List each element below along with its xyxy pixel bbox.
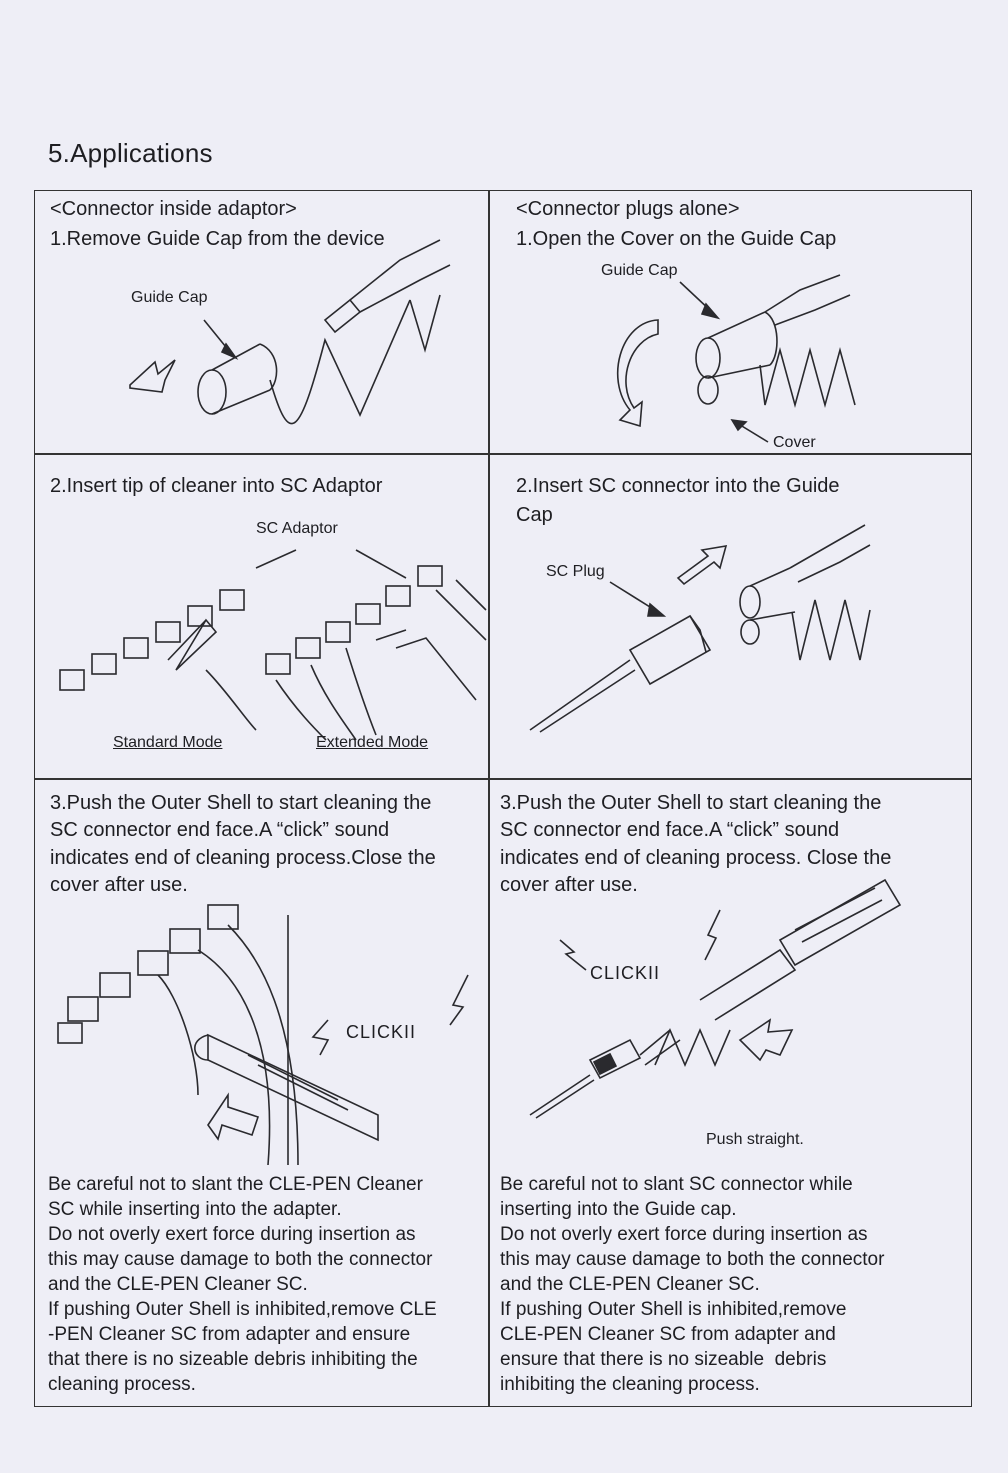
right-caution-notes: Be careful not to slant SC connector while inserting into the Guide cap. Do not overly exert force during insertion as this may cause damage to both the connector and the CLE-PEN Cleaner SC. If pushing Outer Shell is inhibited,remove CLE-PEN Cleaner SC from adapter and ensure that there is no sizeable debris inhibiting the cleaning process. <box>500 1174 885 1395</box>
insert-sc-connector-illustration <box>530 520 880 740</box>
left-step3-line1: 3.Push the Outer Shell to start cleaning the <box>50 792 432 814</box>
right-step3-line3: indicates end of cleaning process. Close the <box>500 847 892 869</box>
sc-plug-label: SC Plug <box>546 563 605 580</box>
left-caution-notes: Be careful not to slant the CLE-PEN Cleaner SC while inserting into the adapter. Do not overly exert force during insertion as this may cause damage to both the connector and the CLE-PEN Cleaner SC. If pushing Outer Shell is inhibited,remove CLE -PEN Cleaner SC from adapter and ensure that there is no sizeable debris inhibiting the cleaning process. <box>48 1174 437 1395</box>
right-step3-line2: SC connector end face.A “click” sound <box>500 819 840 841</box>
sc-adaptor-label: SC Adaptor <box>256 520 338 537</box>
column-divider <box>488 190 490 1407</box>
right-step2-line1: 2.Insert SC connector into the Guide <box>516 475 840 497</box>
left-step3-line4: cover after use. <box>50 874 188 896</box>
row-divider-2 <box>34 778 972 780</box>
sc-adaptor-illustration <box>56 540 486 740</box>
section-title: 5.Applications <box>48 138 213 168</box>
push-outer-shell-illustration-right <box>530 880 900 1125</box>
left-step1: 1.Remove Guide Cap from the device <box>50 228 385 250</box>
cover-label: Cover <box>773 434 816 451</box>
click-label-left: CLICKII <box>346 1022 417 1042</box>
right-step1: 1.Open the Cover on the Guide Cap <box>516 228 837 250</box>
right-step2-line2: Cap <box>516 504 553 526</box>
standard-mode-label: Standard Mode <box>113 734 223 751</box>
push-outer-shell-illustration-left <box>58 895 478 1170</box>
left-step3-line2: SC connector end face.A “click” sound <box>50 819 390 841</box>
left-header: <Connector inside adaptor> <box>50 198 297 220</box>
push-straight-label: Push straight. <box>706 1131 804 1148</box>
row-divider-1 <box>34 453 972 455</box>
right-step3-line1: 3.Push the Outer Shell to start cleaning the <box>500 792 882 814</box>
remove-guide-cap-illustration <box>120 240 460 440</box>
extended-mode-label: Extended Mode <box>316 734 429 751</box>
guide-cap-label-right: Guide Cap <box>601 262 678 279</box>
left-step2: 2.Insert tip of cleaner into SC Adaptor <box>50 475 383 497</box>
left-step3-line3: indicates end of cleaning process.Close the <box>50 847 436 869</box>
open-cover-illustration <box>600 270 870 450</box>
click-label-right: CLICKII <box>590 963 661 983</box>
right-step3-line4: cover after use. <box>500 874 638 896</box>
right-header: <Connector plugs alone> <box>516 198 740 220</box>
guide-cap-label: Guide Cap <box>131 289 208 306</box>
